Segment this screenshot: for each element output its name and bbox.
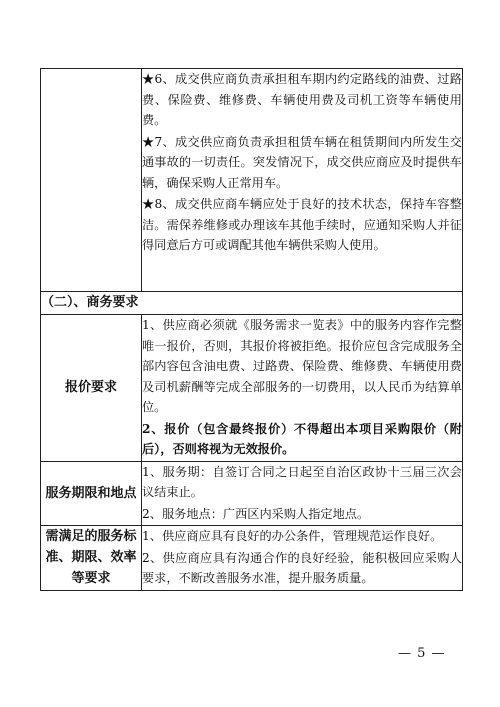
table-row [41, 315, 463, 462]
price-para-2: 2、报价（包含最终报价）不得超出本项目采购限价（附后），否则将视为无效报价。 [142, 421, 462, 456]
table-row [41, 292, 463, 315]
page-number: — 5 — [398, 646, 446, 661]
content-cell [142, 315, 463, 462]
table-row [41, 461, 463, 526]
content-cell [142, 461, 463, 526]
period-para-2: 2、服务地点：广西区内采购人指定地点。 [142, 506, 370, 521]
standard-para-2: 2、供应商应具有沟通合作的良好经验，能积极回应采购人要求，不断改善服务水准，提升服务质量。 [142, 550, 462, 585]
section-heading: （二）、商务要求 [41, 292, 463, 315]
clause-6: ★6、成交供应商负责承担租车期内约定路线的油费、过路费、保险费、维修费、车辆使用费及司机工资等车辆使用费。 [142, 72, 462, 127]
row-label: 服务期限和地点 [41, 461, 142, 526]
clause-7: ★7、成交供应商负责承担租赁车辆在租赁期间内所发生交通事故的一切责任。突发情况下，成交供应商应及时提供车辆，确保采购人正常用车。 [142, 134, 462, 190]
content-cell [142, 526, 463, 591]
content-cell [142, 69, 463, 292]
requirements-table [40, 68, 463, 591]
table-row [41, 69, 463, 292]
price-para-1: 1、供应商必须就《服务需求一览表》中的服务内容作完整唯一报价，否则，其报价将被拒绝。报价应包含完成服务全部内容包含油电费、过路费、保险费、维修费、车辆使用费及司机薪酬等完成全部服务的一切费用，以人民币为结算单位。 [142, 318, 462, 414]
table-row [41, 526, 463, 591]
standard-para-1: 1、供应商应具有良好的办公条件，管理规范运作良好。 [142, 529, 443, 543]
row-label: 报价要求 [41, 315, 142, 462]
empty-label-cell [41, 69, 142, 292]
clause-8: ★8、成交供应商车辆应处于良好的技术状态，保持车容整洁。需保养维修或办理该车其他手续时，应通知采购人并征得同意后方可或调配其他车辆供采购人使用。 [142, 197, 462, 252]
row-label: 需满足的服务标准、期限、效率等要求 [41, 526, 142, 591]
period-para-1: 1、服务期：自签订合同之日起至自治区政协十三届三次会议结束止。 [142, 464, 462, 499]
